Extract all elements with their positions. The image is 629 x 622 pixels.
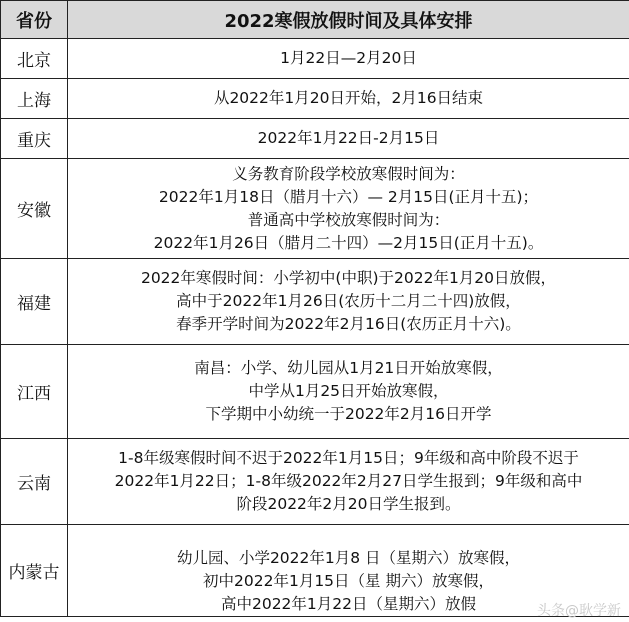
schedule-line: 阶段2022年2月20日学生报到。 [236,495,461,513]
province-cell: 福建 [1,259,68,345]
schedule-line: 春季开学时间为2022年2月16日(农历正月十六)。 [176,315,521,333]
schedule-line: 下学期中小幼统一于2022年2月16日开学 [205,405,492,423]
table-row [1,439,629,525]
schedule-line: 中学从1月25日开始放寒假， [248,382,449,400]
table-row [1,119,629,159]
schedule-line: 幼儿园、小学2022年1月8 日（星期六）放寒假， [176,549,521,567]
schedule-line: 南昌：小学、幼儿园从1月21日开始放寒假， [194,359,503,377]
province-cell: 北京 [1,39,68,79]
schedule-line: 高中2022年1月22日（星期六）放假 [220,595,477,613]
province-cell: 安徽 [1,159,68,259]
table-row [1,525,629,617]
table-row [1,159,629,259]
province-cell: 重庆 [1,119,68,159]
table-row [1,39,629,79]
schedule-cell [68,439,629,525]
province-cell: 云南 [1,439,68,525]
schedule-cell [68,259,629,345]
table-row [1,79,629,119]
schedule-line: 2022年寒假时间：小学初中(中职)于2022年1月20日放假， [140,269,557,287]
header-row [1,1,629,39]
schedule-cell [68,39,629,79]
schedule-line: 高中于2022年1月26日(农历十二月二十四)放假， [176,292,521,310]
schedule-line: 2022年1月26日（腊月二十四）—2月15日(正月十五)。 [153,233,544,252]
header-title: 2022寒假放假时间及具体安排 [68,1,629,39]
schedule-line: 2022年1月22日；1-8年级2022年2月27日学生报到；9年级和高中 [114,472,583,490]
schedule-line: 2022年1月18日（腊月十六）— 2月15日(正月十五)； [158,187,539,206]
schedule-line: 2022年1月22日-2月15日 [257,129,440,147]
schedule-cell [68,159,629,259]
header-province: 省份 [1,1,68,39]
schedule-line: 义务教育阶段学校放寒假时间为： [232,164,465,183]
schedule-line: 1-8年级寒假时间不迟于2022年1月15日；9年级和高中阶段不迟于 [118,449,579,467]
schedule-cell [68,345,629,439]
schedule-line: 1月22日—2月20日 [280,49,417,67]
watermark: 头条@耿学新 [537,603,621,619]
province-cell: 上海 [1,79,68,119]
table-row [1,345,629,439]
schedule-line: 从2022年1月20日开始，2月16日结束 [213,89,484,107]
schedule-cell [68,79,629,119]
province-cell: 江西 [1,345,68,439]
table-row [1,259,629,345]
schedule-cell [68,119,629,159]
schedule-line: 普通高中学校放寒假时间为： [247,210,450,229]
province-cell: 内蒙古 [1,525,68,617]
schedule-line: 初中2022年1月15日（星 期六）放寒假， [203,572,494,590]
